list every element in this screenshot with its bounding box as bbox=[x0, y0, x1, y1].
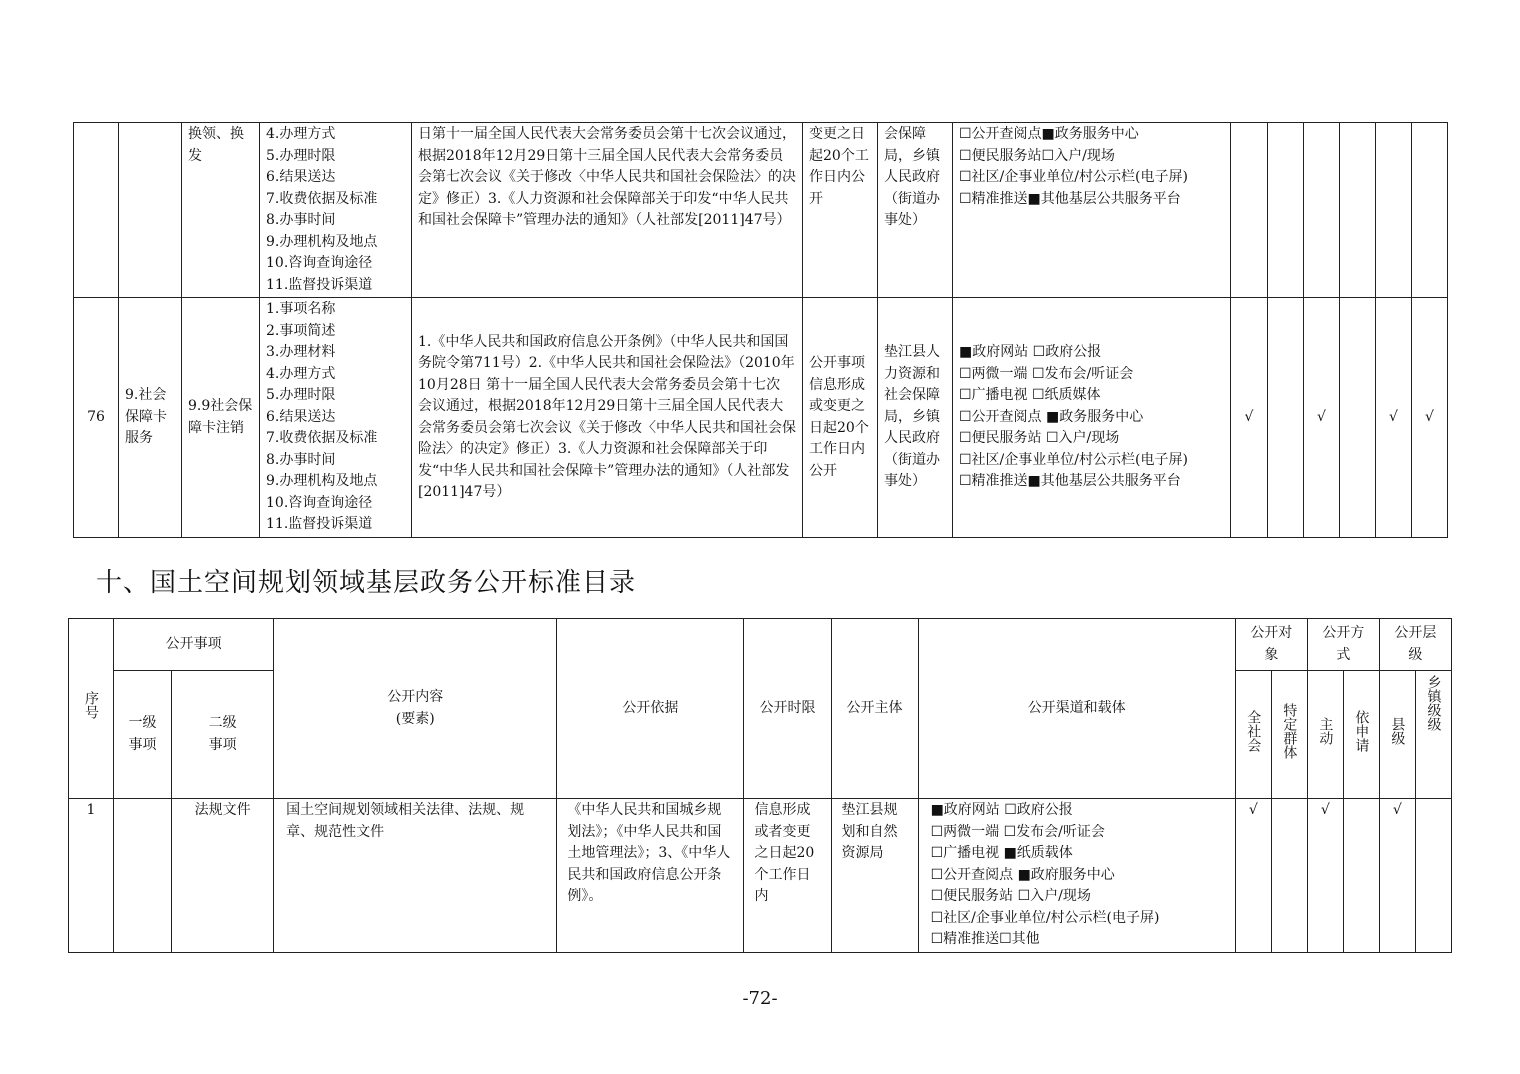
content-line: 5.办理时限 bbox=[266, 147, 336, 164]
content-line: 7.收费依据及标准 bbox=[266, 430, 378, 446]
content-line: 9.办理机构及地点 bbox=[266, 473, 378, 489]
channel-line: ■政府网站 ☐政府公报 bbox=[930, 802, 1073, 818]
header-channels: 公开渠道和载体 bbox=[918, 619, 1235, 799]
tick-county: √ bbox=[1379, 799, 1415, 953]
level1-cell bbox=[119, 123, 182, 298]
table-land-planning bbox=[68, 618, 1452, 953]
level2-cell: 换领、换发 bbox=[182, 123, 260, 298]
tick-county: √ bbox=[1376, 298, 1412, 538]
seq-cell: 76 bbox=[74, 298, 119, 538]
channels-cell bbox=[953, 123, 1231, 298]
channel-line: ☐便民服务站 ☐入户/现场 bbox=[930, 888, 1091, 904]
header-county: 县级 bbox=[1379, 671, 1415, 799]
header-level1: 一级事项 bbox=[114, 671, 172, 799]
basis-cell: 日第十一届全国人民代表大会常务委员会第十七次会议通过，根据2018年12月29日第十三届全国人民代表大会常务委员会第七次会议《关于修改〈中华人民共和国社会保险法〉的决定》修正）3.《人力资源和社会保障部关于印发“中华人民共和国社会保障卡”管理办法的通知》（人社部发[2011]47号） bbox=[412, 123, 803, 298]
header-target: 公开对象 bbox=[1235, 619, 1307, 671]
header-level: 公开层级 bbox=[1379, 619, 1451, 671]
level1-cell bbox=[114, 799, 172, 953]
tick-active bbox=[1304, 123, 1340, 298]
content-line: 10.咨询查询途径 bbox=[266, 255, 373, 271]
level1-cell: 9.社会保障卡服务 bbox=[119, 298, 182, 538]
header-seq: 序号 bbox=[69, 619, 114, 799]
channel-line: ☐便民服务站☐入户/现场 bbox=[959, 147, 1115, 164]
channels-cell bbox=[918, 799, 1235, 953]
channel-line: ☐两微一端 ☐发布会/听证会 bbox=[959, 365, 1134, 382]
channel-line: ☐精准推送■其他基层公共服务平台 bbox=[959, 190, 1181, 207]
tick-on-request bbox=[1340, 123, 1376, 298]
channel-line: ☐社区/企事业单位/村公示栏(电子屏) bbox=[930, 909, 1160, 926]
tick-on-request bbox=[1340, 298, 1376, 538]
content-line: 9.办理机构及地点 bbox=[266, 233, 378, 250]
content-line: 6.结果送达 bbox=[266, 169, 336, 185]
table-row bbox=[74, 298, 1448, 538]
content-line: 4.办理方式 bbox=[266, 365, 336, 382]
basis-cell: 《中华人民共和国城乡规划法》；《中华人民共和国土地管理法》；3、《中华人民共和国政府信息公开条例》。 bbox=[557, 799, 744, 953]
content-line: 2.事项简述 bbox=[266, 322, 336, 339]
time-limit-cell: 信息形成或者变更之日起20个工作日内 bbox=[744, 799, 831, 953]
content-line: 3.办理材料 bbox=[266, 344, 336, 360]
subject-cell: 垫江县人力资源和社会保障局，乡镇人民政府（街道办事处） bbox=[878, 298, 953, 538]
header-all-society: 全社会 bbox=[1235, 671, 1271, 799]
subject-cell: 垫江县规划和自然资源局 bbox=[831, 799, 918, 953]
channel-line: ☐公开查阅点■政务服务中心 bbox=[959, 126, 1139, 142]
level2-cell: 法规文件 bbox=[172, 799, 274, 953]
tick-county bbox=[1376, 123, 1412, 298]
header-township: 乡镇级级 bbox=[1415, 671, 1451, 799]
table-social-security bbox=[73, 122, 1448, 538]
content-line: 10.咨询查询途径 bbox=[266, 494, 373, 511]
seq-cell bbox=[74, 123, 119, 298]
content-line: 8.办事时间 bbox=[266, 212, 336, 228]
channel-line: ☐广播电视 ☐纸质媒体 bbox=[959, 387, 1101, 404]
level2-cell: 9.9社会保障卡注销 bbox=[182, 298, 260, 538]
tick-specific-group bbox=[1271, 799, 1307, 953]
tick-all-society: √ bbox=[1231, 298, 1268, 538]
header-content: 公开内容 (要素) bbox=[274, 619, 557, 799]
content-line: 11.监督投诉渠道 bbox=[266, 516, 373, 532]
channel-line: ☐精准推送■其他基层公共服务平台 bbox=[959, 473, 1181, 490]
tick-township: √ bbox=[1412, 298, 1448, 538]
content-line: 4.办理方式 bbox=[266, 126, 336, 142]
channel-line: ■政府网站 ☐政府公报 bbox=[959, 344, 1102, 361]
channel-line: ☐公开查阅点 ■政务服务中心 bbox=[959, 408, 1144, 425]
header-subject: 公开主体 bbox=[831, 619, 918, 799]
subject-cell: 会保障局，乡镇人民政府（街道办事处） bbox=[878, 123, 953, 298]
tick-township bbox=[1412, 123, 1448, 298]
time-limit-cell: 变更之日起20个工作日内公开 bbox=[803, 123, 878, 298]
channel-line: ☐两微一端 ☐发布会/听证会 bbox=[930, 823, 1105, 840]
header-basis: 公开依据 bbox=[557, 619, 744, 799]
content-cell: 国土空间规划领域相关法律、法规、规章、规范性文件 bbox=[274, 799, 557, 953]
content-line: 8.办事时间 bbox=[266, 451, 336, 468]
page-number: -72- bbox=[742, 988, 778, 1009]
header-level2: 二级事项 bbox=[172, 671, 274, 799]
content-line: 11.监督投诉渠道 bbox=[266, 276, 373, 293]
channel-line: ☐精准推送☐其他 bbox=[930, 931, 1040, 947]
section-heading: 十、国土空间规划领域基层政务公开标准目录 bbox=[96, 568, 637, 598]
header-public-items: 公开事项 bbox=[114, 619, 274, 671]
channels-cell bbox=[953, 298, 1231, 538]
basis-cell: 1.《中华人民共和国政府信息公开条例》（中华人民共和国国务院令第711号）2.《中华人民共和国社会保险法》（2010年10月28日 第十一届全国人民代表大会常务委员会第十七次 会议通过，根据2018年12月29日第十三届全国人民代表大会常务委员会第七次会议《关于修改〈中华人民共和国社会保险法〉的决定》修正）3.《人力资源和社会保障部关于印发“中华人民共和国社会保障卡”管理办法的通知》（人社部发[2011]47号） bbox=[412, 298, 803, 538]
header-time-limit: 公开时限 bbox=[744, 619, 831, 799]
content-cell bbox=[260, 298, 412, 538]
channel-line: ☐广播电视 ■纸质载体 bbox=[930, 845, 1073, 861]
tick-on-request bbox=[1343, 799, 1379, 953]
content-cell bbox=[260, 123, 412, 298]
header-active: 主动 bbox=[1307, 671, 1343, 799]
channel-line: ☐社区/企事业单位/村公示栏(电子屏) bbox=[959, 451, 1188, 468]
content-line: 7.收费依据及标准 bbox=[266, 190, 378, 207]
content-line: 5.办理时限 bbox=[266, 387, 336, 403]
table-row bbox=[74, 123, 1448, 298]
content-line: 1.事项名称 bbox=[266, 301, 336, 317]
header-on-request: 依申请 bbox=[1343, 671, 1379, 799]
tick-specific-group bbox=[1268, 298, 1304, 538]
tick-active: √ bbox=[1304, 298, 1340, 538]
tick-all-society bbox=[1231, 123, 1268, 298]
channel-line: ☐公开查阅点 ■政府服务中心 bbox=[930, 866, 1115, 883]
tick-active: √ bbox=[1307, 799, 1343, 953]
header-specific-group: 特定群体 bbox=[1271, 671, 1307, 799]
header-row bbox=[69, 619, 1452, 671]
content-line: 6.结果送达 bbox=[266, 408, 336, 425]
tick-all-society: √ bbox=[1235, 799, 1271, 953]
table-row bbox=[69, 799, 1452, 953]
tick-township bbox=[1415, 799, 1451, 953]
seq-cell: 1 bbox=[69, 799, 114, 953]
header-method: 公开方式 bbox=[1307, 619, 1379, 671]
channel-line: ☐便民服务站 ☐入户/现场 bbox=[959, 430, 1120, 447]
channel-line: ☐社区/企事业单位/村公示栏(电子屏) bbox=[959, 169, 1188, 185]
tick-specific-group bbox=[1268, 123, 1304, 298]
time-limit-cell: 公开事项信息形成或变更之日起20个工作日内公开 bbox=[803, 298, 878, 538]
